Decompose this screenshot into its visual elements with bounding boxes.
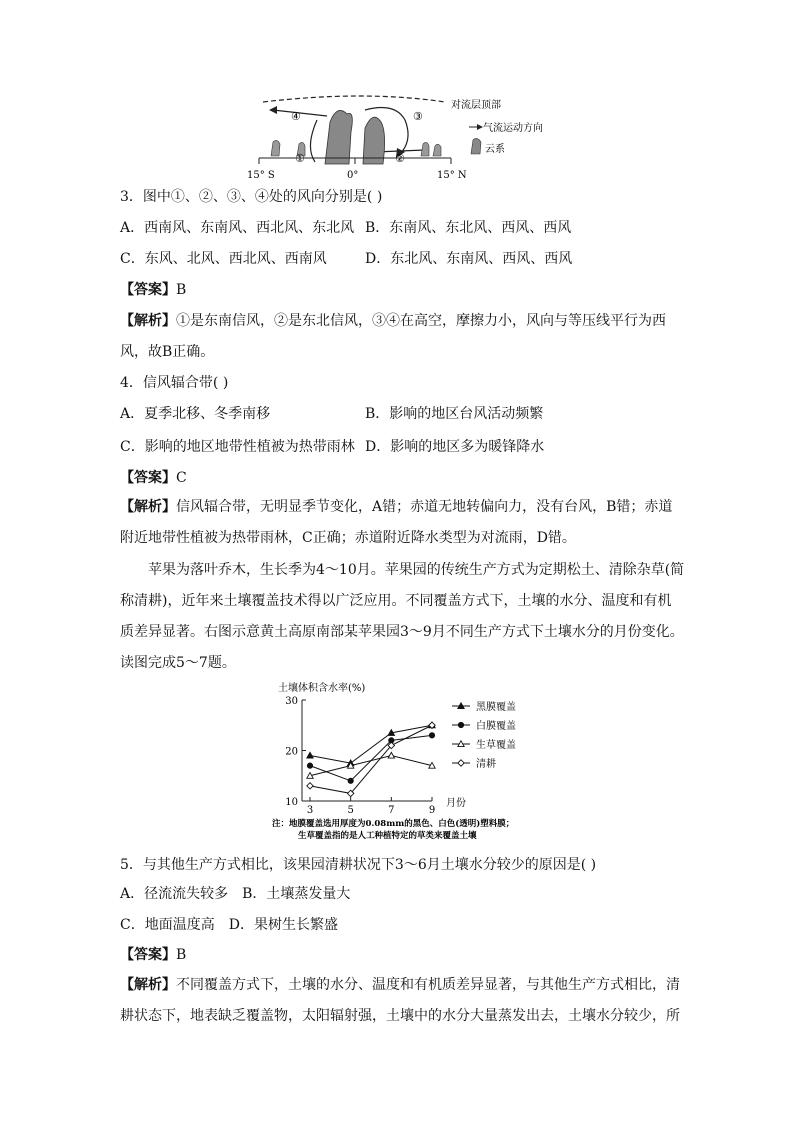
q3-option-row-2 (120, 249, 573, 269)
q4-option-row-1 (120, 404, 544, 424)
x-tick-label: 9 (428, 805, 436, 816)
q3-option-row-1 (120, 218, 572, 238)
q5-option-b: B．土壤蒸发量大 (242, 886, 351, 902)
answer-label: 【答案】 (120, 282, 176, 298)
marker-1: ① (295, 152, 305, 165)
q3-option-c: C．东风、北风、西北风、西南风 (120, 251, 327, 267)
q3-option-d: D．东北风、东南风、西风、西风 (365, 251, 573, 267)
q5-answer (120, 945, 186, 965)
x-tick-label: 7 (388, 805, 395, 816)
small-cloud-4 (433, 144, 441, 156)
cloud-right (363, 117, 385, 164)
answer-label: 【答案】 (120, 947, 176, 963)
series-line (310, 735, 432, 780)
data-point (307, 783, 313, 789)
q4-stem: 4．信风辐合带( ) (120, 375, 229, 391)
q3-stem: 3．图中①、②、③、④处的风向分别是( ) (120, 189, 383, 205)
legend-label: 清耕 (476, 759, 496, 770)
lat-right: 15° N (437, 170, 467, 181)
q5-option-d: D．果树生长繁盛 (228, 917, 338, 933)
tropopause-line (263, 96, 445, 102)
circulation-diagram (247, 92, 545, 184)
analysis-text: ①是东南信风，②是东北信风，③④在高空，摩擦力小，风向与等压线平行为西风，故B正确。 (120, 313, 666, 360)
q3-answer (120, 280, 186, 300)
q4-option-b: B．影响的地区台风活动频繁 (365, 406, 544, 422)
lat-mid: 0° (347, 170, 359, 181)
passage: 苹果为落叶乔木，生长季为4～10月。苹果园的传统生产方式为定期松土、清除杂草(简称清耕)，近年来土壤覆盖技术得以广泛应用。不同覆盖方式下，土壤的水分、温度和有机质差异显著。右图示意黄土高原南部某苹果园3～9月不同生产方式下土壤水分的月份变化。读图完成5～7题。 (120, 562, 685, 671)
q3-option-b: B．东南风、东北风、西风、西风 (365, 220, 572, 236)
marker-4: ④ (291, 110, 301, 123)
left-return-flow (310, 120, 317, 162)
answer-label: 【答案】 (120, 470, 176, 486)
q5-option-row-2 (120, 915, 338, 935)
data-point (307, 763, 312, 768)
legend-label: 生草覆盖 (476, 740, 516, 751)
marker-3: ③ (413, 110, 423, 123)
answer-value: B (176, 947, 187, 963)
q4-option-row-2 (120, 437, 545, 457)
analysis-label: 【解析】 (120, 313, 176, 329)
analysis-text: 信风辐合带，无明显季节变化，A错；赤道无地转偏向力，没有台风，B错；赤道附近地带性植被为热带雨林，C正确；赤道附近降水类型为对流雨，D错。 (120, 499, 673, 546)
y-tick-label: 20 (285, 746, 298, 758)
legend-label: 白膜覆盖 (476, 721, 516, 732)
q5-analysis (120, 970, 685, 1032)
data-point (348, 778, 353, 783)
data-point (307, 752, 313, 758)
y-tick-label: 10 (285, 797, 298, 808)
cloud-left (325, 110, 352, 164)
y-axis-label: 土壤体积含水率(%) (278, 683, 366, 694)
x-tick-label: 5 (347, 805, 354, 816)
q3-option-a: A．西南风、东南风、西北风、东北风 (120, 220, 355, 236)
small-cloud-3 (421, 142, 429, 156)
analysis-text: 不同覆盖方式下，土壤的水分、温度和有机质差异显著，与其他生产方式相比，清耕状态下，地表缺乏覆盖物，太阳辐射强，土壤中的水分大量蒸发出去，土壤水分较少，所 (120, 977, 680, 1024)
q4-analysis (120, 492, 685, 554)
data-point (429, 733, 434, 738)
q5-option-c: C．地面温度高 (120, 917, 215, 933)
legend-top: 对流层顶部 (451, 100, 501, 111)
legend-cloud: 云系 (485, 144, 505, 155)
chart-note-2: 生草覆盖指的是人工种植特定的草类来覆盖土壤 (298, 831, 477, 841)
marker-2: ② (395, 152, 405, 165)
chart-note-1: 注：地膜覆盖选用厚度为0.08mm的黑色、白色(透明)塑料膜； (272, 819, 515, 829)
soil-moisture-chart (260, 680, 550, 845)
y-tick-label: 30 (285, 696, 298, 707)
q5-option-a: A．径流流失较多 (120, 886, 229, 902)
analysis-label: 【解析】 (120, 499, 176, 515)
q4-option-a: A．夏季北移、冬季南移 (120, 406, 271, 422)
q5-stem: 5．与其他生产方式相比，该果园清耕状况下3～6月土壤水分较少的原因是( ) (120, 857, 597, 873)
q5-option-row-1 (120, 884, 350, 904)
x-axis-label: 月份 (446, 798, 466, 809)
data-point (458, 760, 464, 766)
legend-arrow: 气流运动方向 (483, 123, 543, 134)
data-point (388, 752, 394, 758)
series-line (310, 725, 432, 763)
q4-answer (120, 468, 187, 488)
data-point (458, 722, 463, 727)
lat-left: 15° S (247, 170, 275, 181)
legend-label: 黑膜覆盖 (476, 702, 516, 713)
q4-option-c: C．影响的地区地带性植被为热带雨林 (120, 439, 355, 455)
x-tick-label: 3 (306, 805, 314, 816)
answer-value: C (176, 470, 187, 486)
small-cloud-1 (271, 140, 280, 156)
answer-value: B (176, 282, 187, 298)
analysis-label: 【解析】 (120, 977, 176, 993)
q4-option-d: D．影响的地区多为暖锋降水 (365, 439, 545, 455)
q3-analysis (120, 306, 685, 368)
